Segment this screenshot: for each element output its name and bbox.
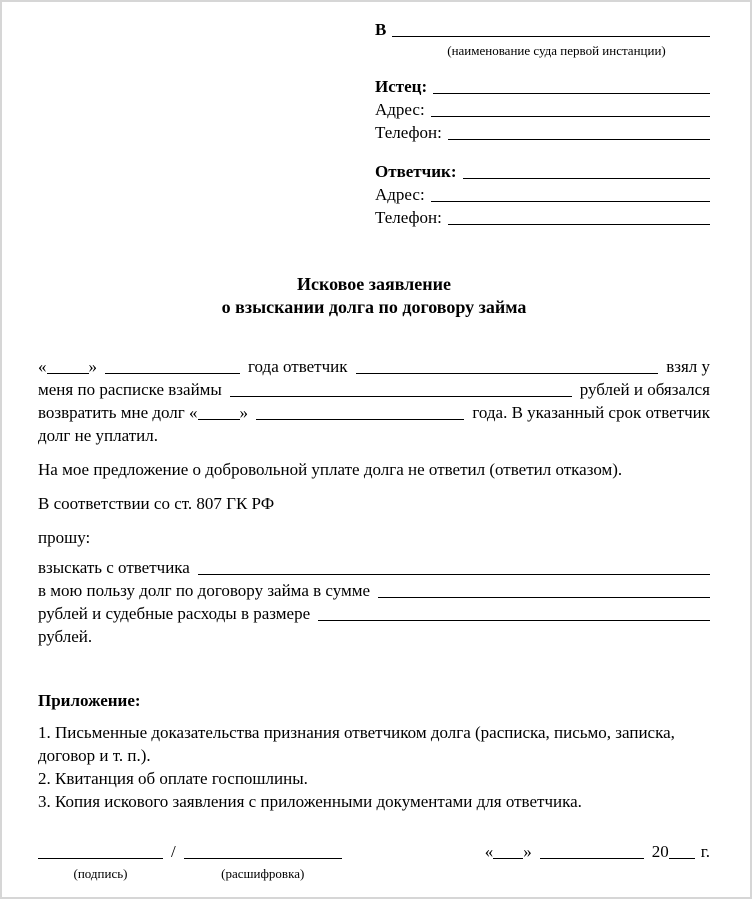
- court-header: [375, 18, 710, 229]
- return-date-day-blank: [198, 404, 240, 420]
- transcript-blank: [184, 843, 342, 859]
- date-month-blank: [540, 843, 644, 859]
- defendant-fullname-blank: [356, 358, 659, 374]
- request-text-3: рублей и судебные расходы в размере: [38, 604, 311, 623]
- transcript-column: [184, 840, 342, 882]
- court-caption: (наименование суда первой инстанции): [447, 43, 666, 58]
- plaintiff-label: Истец:: [375, 77, 428, 96]
- loan-date-month-blank: [105, 358, 240, 374]
- plaintiff-phone-row: [375, 121, 710, 144]
- body-line-1: [38, 355, 710, 378]
- paragraph-no-response: На мое предложение о добровольной уплате долга не ответил (ответил отказом).: [38, 460, 623, 479]
- request-line-1: [38, 556, 710, 579]
- signature-blank: [38, 843, 163, 859]
- loan-text-line3-start: возвратить мне долг «: [38, 403, 198, 422]
- request-line-4: [38, 625, 710, 648]
- request-line-2: [38, 579, 710, 602]
- paragraph-legal-basis: В соответствии со ст. 807 ГК РФ: [38, 494, 275, 513]
- title-line-1: Исковое заявление: [296, 274, 452, 294]
- signature-group: [38, 840, 342, 882]
- loan-text-after-date: года ответчик: [248, 357, 348, 376]
- body-line-2: [38, 378, 710, 401]
- body-line-3: [38, 401, 710, 424]
- signature-caption: (подпись): [73, 866, 128, 881]
- plaintiff-row: [375, 75, 710, 98]
- quote-close: »: [88, 357, 97, 376]
- defendant-row: [375, 160, 710, 183]
- quote-open: «: [38, 357, 47, 376]
- date-quote-close: »: [523, 842, 532, 861]
- defendant-address-blank: [431, 186, 710, 202]
- attachment-item-1: 1. Письменные доказательства признания ответчиком долга (расписка, письмо, записка, договор и т. п.).: [38, 723, 675, 765]
- request-text-4: рублей.: [38, 627, 93, 646]
- defendant-name-blank: [463, 163, 711, 179]
- defendant-phone-label: Телефон:: [375, 208, 442, 227]
- loan-text-line4: долг не уплатил.: [38, 426, 158, 445]
- request-block: [38, 556, 710, 648]
- plaintiff-address-blank: [431, 101, 710, 117]
- loan-text-line1-end: взял у: [666, 357, 710, 376]
- defendant-phone-blank: [448, 209, 710, 225]
- date-year-prefix: 20: [651, 842, 669, 861]
- title-line-2: о взыскании долга по договору займа: [221, 297, 527, 317]
- signature-separator: /: [171, 842, 176, 861]
- quote-close-2: »: [239, 403, 248, 422]
- date-group: [485, 840, 710, 863]
- loan-text-line2-end: рублей и обязался: [579, 380, 710, 399]
- request-text-1: взыскать с ответчика: [38, 558, 190, 577]
- date-day-blank: [493, 843, 523, 859]
- body-line-4: [38, 424, 710, 447]
- defendant-address-row: [375, 183, 710, 206]
- request-costs-blank: [318, 605, 710, 621]
- footer-row: [38, 840, 710, 882]
- plaintiff-address-row: [375, 98, 710, 121]
- attachment-item-3: 3. Копия искового заявления с приложенными документами для ответчика.: [38, 792, 582, 811]
- spacer: [375, 59, 710, 75]
- plaintiff-name-blank: [433, 78, 710, 94]
- signature-column: [38, 840, 163, 882]
- request-defendant-blank: [198, 559, 710, 575]
- loan-text-line2-start: меня по расписке взаймы: [38, 380, 222, 399]
- date-quote-open: «: [484, 842, 494, 861]
- paragraph-request-intro: прошу:: [38, 528, 91, 547]
- court-prefix-label: В: [375, 20, 387, 39]
- transcript-caption: (расшифровка): [221, 866, 305, 881]
- paragraph-loan-facts: [38, 355, 710, 447]
- attachment-list: [38, 721, 710, 813]
- loan-date-day-blank: [47, 358, 89, 374]
- court-row: [375, 18, 710, 41]
- plaintiff-phone-label: Телефон:: [375, 123, 442, 142]
- defendant-label: Ответчик:: [375, 162, 457, 181]
- request-text-2: в мою пользу долг по договору займа в сумме: [38, 581, 371, 600]
- date-year-blank: [669, 843, 695, 859]
- request-sum-blank: [378, 582, 710, 598]
- request-line-3: [38, 602, 710, 625]
- loan-text-line3-end: года. В указанный срок ответчик: [472, 403, 710, 422]
- attachment-heading: Приложение:: [38, 691, 141, 710]
- loan-amount-blank: [230, 381, 572, 397]
- plaintiff-phone-blank: [448, 124, 710, 140]
- spacer: [375, 144, 710, 160]
- document-title: [38, 273, 710, 319]
- attachment-item-2: 2. Квитанция об оплате госпошлины.: [38, 769, 308, 788]
- date-year-suffix: г.: [700, 842, 710, 861]
- defendant-phone-row: [375, 206, 710, 229]
- defendant-address-label: Адрес:: [375, 185, 425, 204]
- court-name-blank: [392, 21, 710, 37]
- return-date-month-blank: [256, 404, 464, 420]
- plaintiff-address-label: Адрес:: [375, 100, 425, 119]
